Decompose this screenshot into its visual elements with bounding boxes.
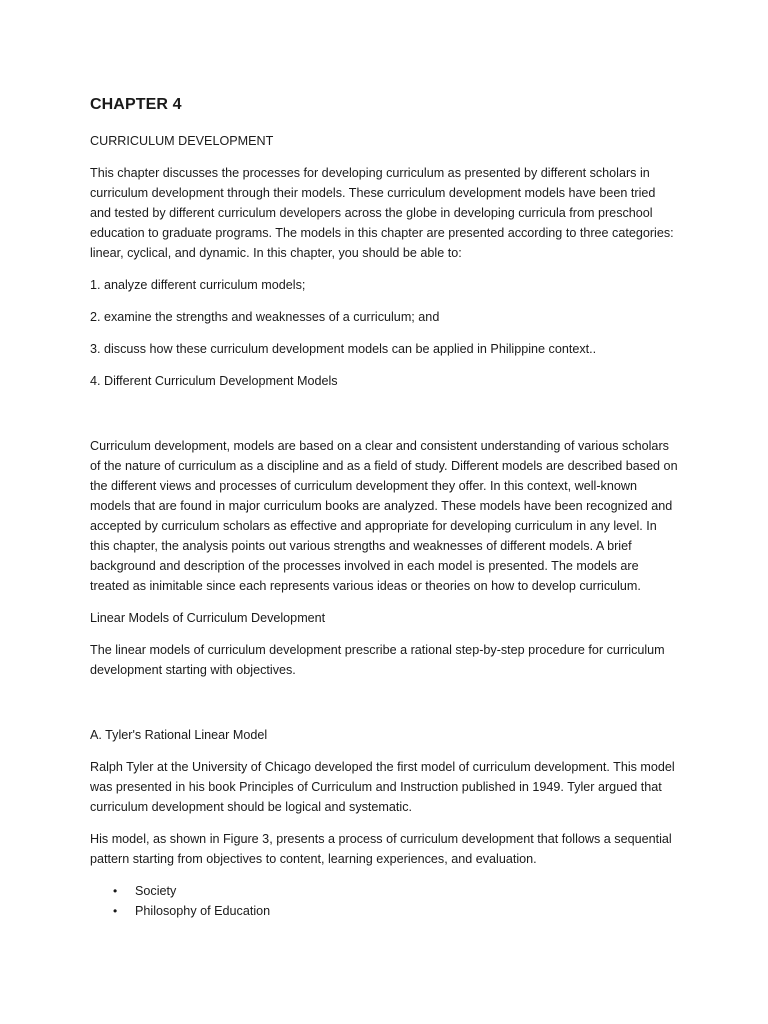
bullet-icon: • — [113, 884, 118, 898]
list-item-text: Philosophy of Education — [135, 904, 271, 918]
spacer — [90, 403, 678, 436]
tyler-paragraph-1: Ralph Tyler at the University of Chicago developed the first model of curriculum development. This model was presented in his book Principles of Curriculum and Instruction published in 1949. Tyler argued that curriculum development should be logical and systematic. — [90, 760, 675, 814]
objective-item: 4. Different Curriculum Development Models — [90, 374, 338, 388]
intro-paragraph: This chapter discusses the processes for developing curriculum as presented by different scholars in curriculum development through their models. These curriculum development models have been tried and tested by different curriculum developers across the globe in developing curricula from preschool education to graduate programs. The models in this chapter are presented according to three categories: linear, cyclical, and dynamic. In this chapter, you should be able to: — [90, 166, 674, 260]
models-paragraph: Curriculum development, models are based on a clear and consistent understanding of various scholars of the nature of curriculum as a discipline and as a field of study. Different models are described based on the different views and processes of curriculum development they offer. In this context, well-known models that are found in major curriculum books are analyzed. These models have been recognized and accepted by curriculum scholars as effective and appropriate for developing curriculum in any level. In this chapter, the analysis points out various strengths and weaknesses of different models. A brief background and description of the processes involved in each model is presented. The models are treated as inimitable since each represents various ideas or theories on how to develop curriculum. — [90, 439, 678, 593]
list-item-text: Society — [135, 884, 177, 898]
section-title: CURRICULUM DEVELOPMENT — [90, 134, 274, 148]
bullet-icon: • — [113, 904, 118, 918]
tyler-heading: A. Tyler's Rational Linear Model — [90, 728, 268, 742]
linear-heading: Linear Models of Curriculum Development — [90, 611, 326, 625]
objective-item: 3. discuss how these curriculum development models can be applied in Philippine context.. — [90, 342, 597, 356]
list-item — [90, 901, 678, 921]
chapter-title: CHAPTER 4 — [90, 96, 182, 113]
objective-item: 2. examine the strengths and weaknesses of a curriculum; and — [90, 310, 440, 324]
tyler-paragraph-2: His model, as shown in Figure 3, presents a process of curriculum development that follows a sequential pattern starting from objectives to content, learning experiences, and evaluation. — [90, 832, 672, 866]
linear-paragraph: The linear models of curriculum development prescribe a rational step-by-step procedure for curriculum development starting with objectives. — [90, 643, 665, 677]
list-item — [90, 881, 678, 901]
spacer — [90, 692, 678, 725]
bullet-list — [90, 881, 678, 921]
objective-item: 1. analyze different curriculum models; — [90, 278, 306, 292]
